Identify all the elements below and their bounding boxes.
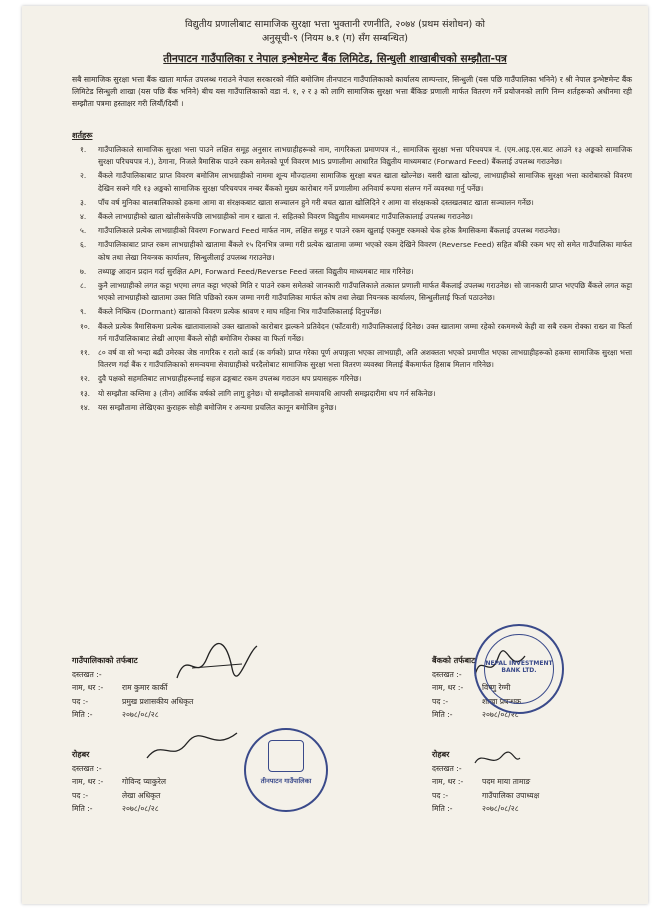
clause-text: तथ्याङ्क आदान प्रदान गर्दा सुरक्षित API, Forward Feed/Reverse Feed जस्ता विद्युतीय माध्यमबाट मात्र गरिनेछ। [98,266,414,276]
witness-left-field-row [72,802,166,816]
clause-item [72,388,632,400]
header-line-2: अनुसूची-९ (नियम ७.१ (ग) सँग सम्बन्धित) [262,33,408,44]
field-value: २०७८/०८/२८ [122,804,159,813]
gaupalika-heading: गाउँपालिकाको तर्फबाट [72,656,138,665]
clause-text: दुवै पक्षको सहमतिबाट लाभग्राहीहरूलाई सहज ढङ्गबाट रकम उपलब्ध गराउन थप प्रयासहरू गरिनेछ। [98,374,362,384]
field-label: नाम, थर :- [432,683,464,692]
clause-item [72,402,632,414]
clause-text: बैंकले गाउँपालिकाबाट प्राप्त विवरण बमोजिम लाभग्राहीको नाममा शून्य मौज्दातमा सामाजिक सुरक्षा बचत खाता खोल्नेछ। यसरी खाता खोल्दा, लाभग्राहीको सामाजिक सुरक्षा भत्ता कारोबारको विवरण देखिन सक्ने गरि १३ अङ्कको सामाजिक सुरक्षा परिचयपत्र नम्बर बैंकको मुख्य कारोबार गर्ने प्रणालीमा अनिवार्य रूपमा संलग्न गर्ने व्यवस्था गर्नु पर्नेछ। [98,171,632,193]
clause-text: बैंकले निष्क्रिय (Dormant) खाताको विवरण प्रत्येक श्रावण र माघ महिना भित्र गाउँपालिकालाई दिनुपर्नेछ। [98,307,382,317]
witness-left-field-row [72,775,166,789]
clause-number: १३. [80,388,91,398]
clause-item [72,211,632,223]
clause-number: १४. [80,402,91,412]
clause-text: बैंकले लाभग्राहीको खाता खोलीसकेपछि लाभग्राहीको नाम र खाता नं. सहितको विवरण विद्युतीय माध्यमबाट गाउँपालिकालाई उपलब्ध गराउनेछ। [98,212,473,222]
clause-item [72,239,632,263]
clause-item [72,306,632,318]
clause-number: १. [80,145,87,154]
terms-heading: शर्तहरू [72,131,93,140]
clause-number: ११. [80,348,91,358]
field-label: नाम, थर :- [432,777,464,786]
clause-item [72,225,632,237]
header-line-1: विद्युतीय प्रणालीबाट सामाजिक सुरक्षा भत्ता भुक्तानी रणनीति, २०७४ (प्रथम संशोधन) को [184,19,486,30]
witness-right-field-row [432,802,539,816]
clause-item [72,170,632,194]
field-label: पद :- [432,696,449,706]
gaupalika-seal-stamp [244,728,328,812]
field-label: दस्तखत :- [72,669,102,679]
witness-left-heading: रोहबर [72,750,90,759]
field-label: दस्तखत :- [432,763,462,773]
gaupalika-field-row [72,695,193,709]
field-label: नाम, थर :- [72,777,104,786]
field-label: मिति :- [432,804,453,813]
field-label: मिति :- [72,710,93,719]
clause-text: पाँच वर्ष मुनिका बालबालिकाको हकमा आमा वा संरक्षकबाट खाता सञ्चालन हुने गरी बचत खाता खोलिदिने र आमा वा संरक्षकको दस्तखतबाट खाता सञ्चालन गर्नेछ। [98,197,534,207]
clause-number: ८. [80,281,87,291]
clause-number: ५. [80,226,87,236]
bank-heading: बैंकको तर्फबाट [432,656,476,665]
field-value: गाउँपालिका उपाध्यक्ष [482,790,540,800]
clause-text: गाउँपालिकाबाट प्राप्त रकम लाभग्राहीको खातामा बैंकले १५ दिनभित्र जम्मा गरी प्रत्येक खातामा जम्मा भएको रकम देखिने विवरण (Reverse Feed) सहित बाँकी रकम भए सो समेत गाउँपालिका मार्फत कोष तथा लेखा नियन्त्रक कार्यालय, सिन्धुलीलाई उपलब्ध गराउनेछ। [98,240,632,262]
gaupalika-seal-text: तीनपाटन गाउँपालिका [260,777,312,785]
clause-number: ७. [80,266,87,276]
field-label: दस्तखत :- [72,763,102,773]
field-value: राम कुमार कार्की [122,683,168,692]
intro-paragraph: सबै सामाजिक सुरक्षा भत्ता बैंक खाता मार्फत उपलब्ध गराउने नेपाल सरकारको नीति बमोजिम तीनपाटन गाउँपालिकाको कार्यालय लाम्पन्तार, सिन्धुली (यस पछि गाउँपालिका भनिने) र श्री नेपाल इन्भेष्टमेन्ट बैंक लिमिटेड सिन्धुली शाखा (यस पछि बैंक भनिने) बीच यस गाउँपालिकाको वडा नं. १, २ र ३ को लागि सामाजिक सुरक्षा भत्ता बैंकिङ प्रणाली मार्फत वितरण गर्ने प्रयोजनको लागि निम्न शर्तहरूको अधीनमा रही सम्झौता पत्रमा हस्ताक्षर गरी लियौं/दियौं । [72,75,632,108]
field-value: पदम माया तामाङ [482,777,531,786]
clause-text: कुनै लाभग्राहीको लगत कट्टा भएमा लगत कट्टा भएको मिति र पाउने रकम समेतको जानकारी गाउँपालिकाले तत्काल प्रणाली मार्फत बैंकलाई उपलब्ध गराउनेछ। सो जानकारी प्राप्त भएपछि बैंकले लगत कट्टा भएको लाभग्राहीको खातामा उक्त मिति पछिको रकम जम्मा नगरी गाउँपालिका मार्फत कोष तथा लेखा नियन्त्रक कार्यालय, सिन्धुलीलाई फिर्ता पठाउनेछ। [98,281,632,303]
field-label: पद :- [72,696,89,706]
field-value: शाखा प्रबन्धक [482,696,521,706]
witness-right-heading: रोहबर [432,750,450,759]
clause-number: ३. [80,197,87,207]
clause-list [72,144,632,416]
field-label: मिति :- [72,804,93,813]
clause-item [72,197,632,209]
clause-text: गाउँपालिकाले सामाजिक सुरक्षा भत्ता पाउने लक्षित समूह अनुसार लाभग्राहीहरूको नाम, नागरिकता प्रमाणपत्र नं., सामाजिक सुरक्षा भत्ता परिचयपत्र नं. (एम.आइ.एस.बाट आउने १३ अङ्कको सामाजिक सुरक्षा परिचयपत्र नं.), ठेगाना, निजले त्रैमासिक पाउने रकम समेतको पूर्ण विवरण MIS प्रणालीमा आधारित विद्युतीय माध्यमबाट (Forward Feed) बैंकलाई उपलब्ध गराउनेछ। [98,145,632,167]
field-value: विष्णु रेग्मी [482,683,511,692]
clause-item [72,347,632,371]
clause-text: यस सम्झौतामा लेखिएका कुराहरू सोही बमोजिम र अन्यमा प्रचलित कानून बमोजिम हुनेछ। [98,402,337,412]
field-value: प्रमुख प्रशासकीय अधिकृत [122,696,194,706]
clause-text: ८० वर्ष वा सो भन्दा बढी उमेरका जेष्ठ नागरिक र रातो कार्ड (क वर्गको) प्राप्त गरेका पूर्ण अपाङ्गता भएका लाभग्राही, अति अशक्तता भएको प्रमाणीत भएका लाभग्राहीहरूको हकमा सामाजिक सुरक्षा भत्ता वितरण गर्दा बैंक र गाउँपालिकाको समन्वयमा सेवाग्राहीको घरदैलोबाट सामाजिक सुरक्षा भत्ता वितरण व्यवस्था मिलाई बैंकमार्फत हिसाब मिलान गरिनेछ। [98,348,632,370]
clause-text: बैंकले प्रत्येक त्रैमासिकमा प्रत्येक खातावालाको उक्त खाताको कारोबार झल्कने प्रतिवेदन (फाँटवारी) गाउँपालिकालाई दिनेछ। उक्त खातामा जम्मा रहेको रकममध्ये केही वा सबै रकम रोक्का राख्न वा फिर्ता गर्न गाउँपालिकाबाट लेखी आएमा बैंकले सोही बमोजिम रोक्का वा फिर्ता गर्नेछ। [98,321,632,343]
field-value: २०७८/०८/२८ [122,710,159,719]
clause-number: १०. [80,321,91,331]
witness-right-signature [472,748,522,772]
clause-number: २. [80,171,87,181]
witness-right-field-row [432,789,539,803]
witness-left-signature [142,728,242,768]
clause-number: ९. [80,307,87,317]
field-label: मिति :- [432,710,453,719]
field-value: २०७८/०८/२८ [482,710,519,719]
clause-item [72,280,632,304]
clause-item [72,373,632,385]
document-title: तीनपाटन गाउँपालिका र नेपाल इन्भेष्टमेन्ट बैंक लिमिटेड, सिन्धुली शाखाबीचको सम्झौता-पत्र [163,53,507,65]
clause-number: १२. [80,374,91,384]
clause-text: यो सम्झौता कम्तिमा ३ (तीन) आर्थिक वर्षको लागि लागु हुनेछ। यो सम्झौताको समयावधि आपसी समझदारीमा थप गर्न सकिनेछ। [98,388,436,398]
clause-item [72,144,632,168]
clause-number: ६. [80,240,87,250]
bank-seal-stamp [474,624,564,714]
witness-right-field-row [432,775,539,789]
field-label: पद :- [72,790,89,800]
clause-text: गाउँपालिकाले प्रत्येक लाभग्राहीको विवरण Forward Feed मार्फत नाम, लक्षित समूह र पाउने रकम खुलाई एकमुष्ट रकमको चेक हरेक त्रैमासिकमा बैंकलाई उपलब्ध गराउनेछ। [98,226,561,236]
field-label: दस्तखत :- [432,669,462,679]
gaupalika-signature [172,638,262,688]
clause-item [72,321,632,345]
field-value: लेखा अधिकृत [122,790,161,800]
field-label: पद :- [432,790,449,800]
field-value: २०७८/०८/२८ [482,804,519,813]
bank-seal-text: NEPAL INVESTMENT BANK LTD. [485,660,553,674]
witness-left-field-row [72,789,166,803]
clause-item [72,266,632,278]
field-label: नाम, थर :- [72,683,104,692]
gaupalika-field-row [72,708,193,722]
field-value: गोविन्द प्याकुरेल [122,777,166,786]
document-page [22,6,648,904]
clause-number: ४. [80,212,87,222]
